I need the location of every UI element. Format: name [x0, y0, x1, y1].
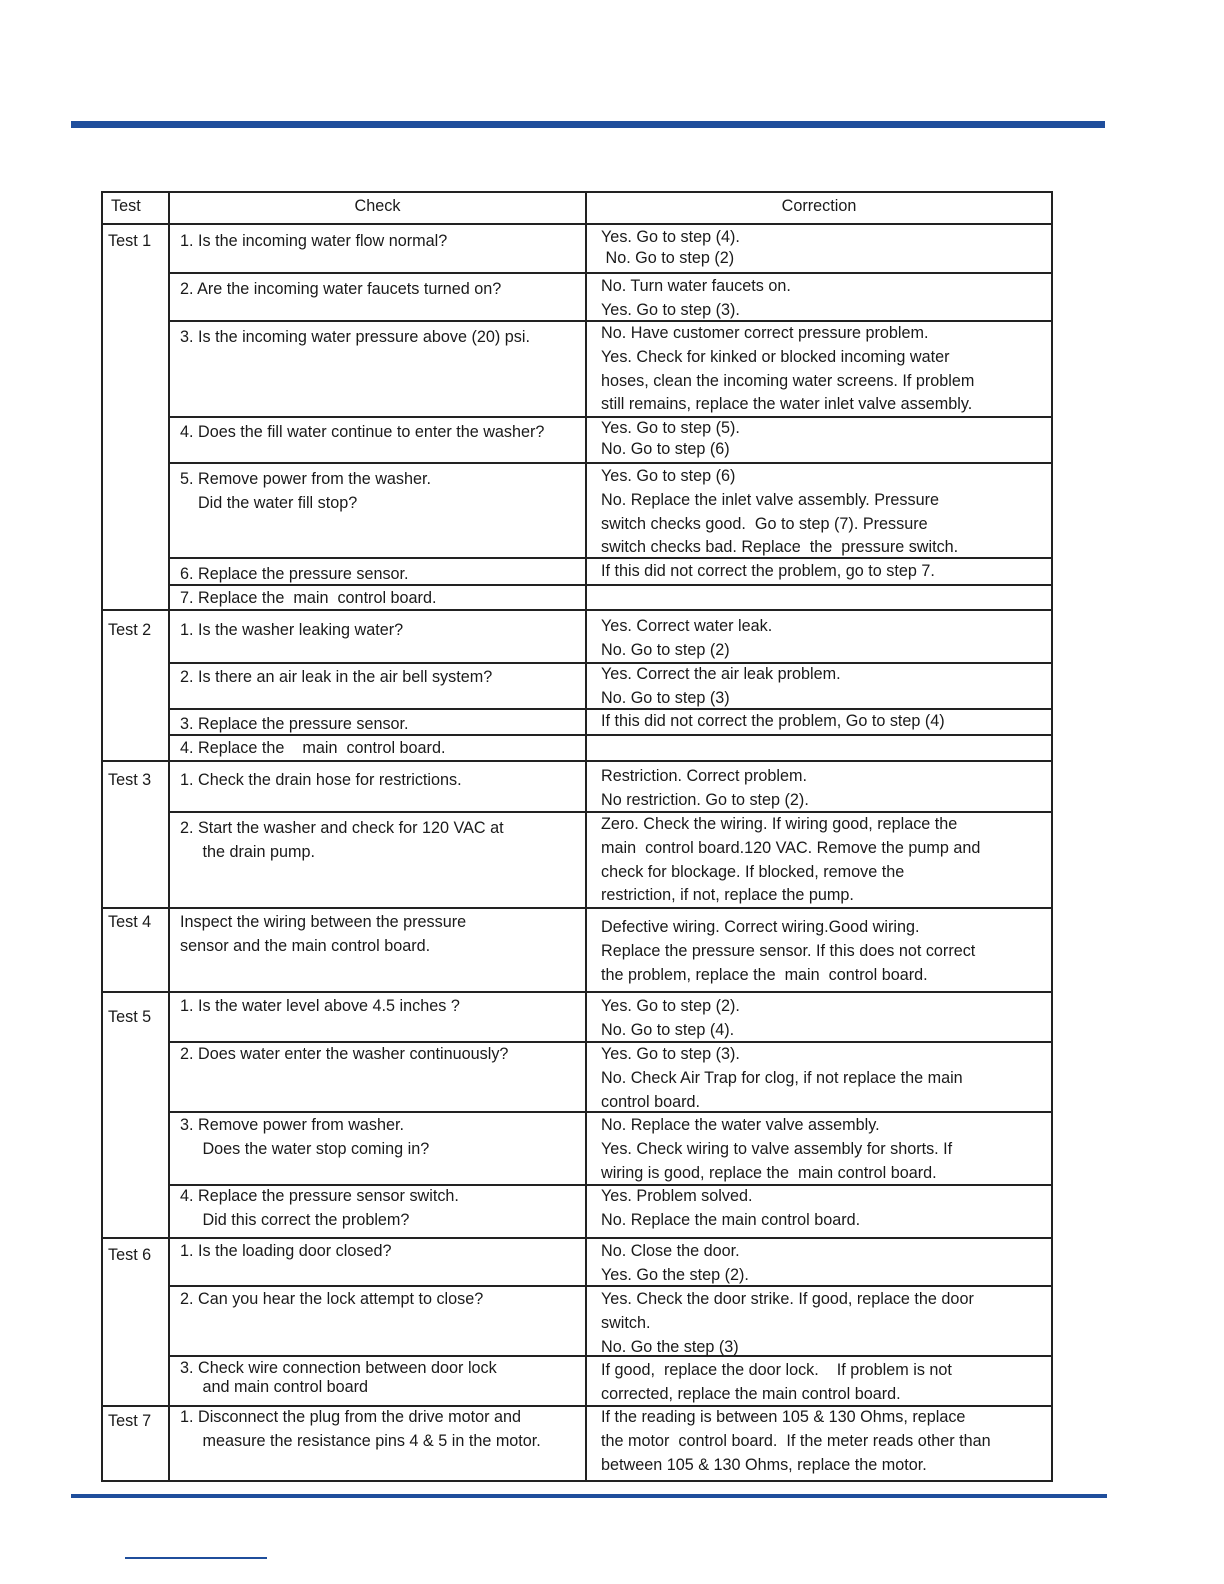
header-row-divider: [101, 223, 1053, 225]
check-text: 1. Is the incoming water flow normal?: [180, 232, 448, 250]
table-border-top: [101, 191, 1053, 193]
check-text: 1. Is the water level above 4.5 inches ?: [180, 997, 460, 1015]
check-text: 2. Are the incoming water faucets turned on?: [180, 280, 502, 298]
test-divider: [101, 1237, 1053, 1239]
footer-rule: [71, 1494, 1107, 1498]
check-text: 1. Check the drain hose for restrictions.: [180, 771, 462, 789]
correction-text: Defective wiring. Correct wiring.Good wiring. Replace the pressure sensor. If this does not correct the problem, replace the main control board.: [601, 918, 976, 984]
table-border-left: [101, 191, 103, 1482]
correction-text: No. Replace the water valve assembly. Yes. Check wiring to valve assembly for shorts. If wiring is good, replace the main control board.: [601, 1116, 953, 1182]
table-border-bottom: [101, 1480, 1053, 1482]
check-text: 5. Remove power from the washer. Did the water fill stop?: [180, 470, 432, 512]
check-text: 3. Check wire connection between door lock and main control board: [180, 1359, 497, 1396]
check-text: 3. Is the incoming water pressure above (20) psi.: [180, 328, 530, 346]
check-text: Inspect the wiring between the pressure sensor and the main control board.: [180, 913, 467, 955]
troubleshooting-table: [101, 191, 1053, 1482]
check-text: 1. Is the loading door closed?: [180, 1242, 392, 1260]
check-text: 1. Is the washer leaking water?: [180, 621, 404, 639]
correction-text: Yes. Go to step (2). No. Go to step (4).: [601, 997, 740, 1039]
correction-text: Yes. Correct water leak. No. Go to step (2): [601, 617, 773, 659]
correction-text: Yes. Go to step (6) No. Replace the inlet valve assembly. Pressure switch checks good. Go to step (7). Pressure switch checks bad. Replace the pressure switch.: [601, 467, 959, 557]
table-border-right: [1051, 191, 1053, 1482]
correction-text: Yes. Correct the air leak problem. No. Go to step (3): [601, 665, 841, 707]
check-text: 2. Can you hear the lock attempt to close?: [180, 1290, 484, 1308]
check-text: 6. Replace the pressure sensor.: [180, 565, 409, 583]
check-text: 4. Replace the main control board.: [180, 739, 446, 757]
check-text: 2. Is there an air leak in the air bell system?: [180, 668, 493, 686]
check-text: 2. Start the washer and check for 120 VAC at the drain pump.: [180, 819, 504, 861]
correction-text: No. Have customer correct pressure problem. Yes. Check for kinked or blocked incoming water hoses, clean the incoming water screens. If problem still remains, replace the water inlet valve assembly.: [601, 324, 975, 414]
test-label: Test 5: [108, 1008, 152, 1026]
correction-text: Yes. Go to step (5). No. Go to step (6): [601, 419, 740, 458]
correction-text: No. Turn water faucets on. Yes. Go to step (3).: [601, 277, 791, 319]
check-text: 4. Replace the pressure sensor switch. Did this correct the problem?: [180, 1187, 459, 1229]
header-rule: [71, 121, 1105, 128]
correction-text: Restriction. Correct problem. No restriction. Go to step (2).: [601, 767, 809, 809]
column-divider-check: [585, 191, 587, 1482]
correction-text: Yes. Check the door strike. If good, replace the door switch. No. Go the step (3): [601, 1290, 974, 1356]
check-text: 4. Does the fill water continue to enter the washer?: [180, 423, 545, 441]
correction-text: If good, replace the door lock. If problem is not corrected, replace the main control board.: [601, 1361, 952, 1403]
column-divider-test: [168, 191, 170, 1482]
check-text: 2. Does water enter the washer continuously?: [180, 1045, 509, 1063]
correction-text: No. Close the door. Yes. Go the step (2).: [601, 1242, 749, 1284]
test-divider: [101, 991, 1053, 993]
check-text: 3. Remove power from washer. Does the water stop coming in?: [180, 1116, 430, 1158]
correction-text: If this did not correct the problem, Go to step (4): [601, 712, 945, 730]
correction-text: Yes. Go to step (3). No. Check Air Trap for clog, if not replace the main control board.: [601, 1045, 963, 1111]
test-label: Test 2: [108, 621, 152, 639]
correction-text: If the reading is between 105 & 130 Ohms, replace the motor control board. If the meter reads other than between 105 & 130 Ohms, replace the motor.: [601, 1408, 991, 1474]
header-test: Test: [111, 197, 141, 215]
header-correction: Correction: [781, 197, 857, 215]
test-label: Test 1: [108, 232, 152, 250]
test-label: Test 6: [108, 1246, 152, 1264]
row-divider: [168, 272, 1053, 274]
test-label: Test 4: [108, 913, 152, 931]
correction-text: If this did not correct the problem, go to step 7.: [601, 562, 935, 580]
check-text: 7. Replace the main control board.: [180, 589, 437, 607]
correction-text: Yes. Go to step (4). No. Go to step (2): [601, 228, 740, 267]
correction-text: Zero. Check the wiring. If wiring good, replace the main control board.120 VAC. Remove the pump and check for blockage. If blocked, remove the restriction, if not, replace the pump.: [601, 815, 981, 905]
check-text: 1. Disconnect the plug from the drive motor and measure the resistance pins 4 & 5 in the motor.: [180, 1408, 541, 1450]
test-label: Test 7: [108, 1412, 152, 1430]
header-check: Check: [354, 197, 401, 215]
row-divider: [168, 462, 1053, 464]
correction-text: Yes. Problem solved. No. Replace the main control board.: [601, 1187, 861, 1229]
test-label: Test 3: [108, 771, 152, 789]
check-text: 3. Replace the pressure sensor.: [180, 715, 409, 733]
footer-link-underline[interactable]: [125, 1557, 267, 1559]
